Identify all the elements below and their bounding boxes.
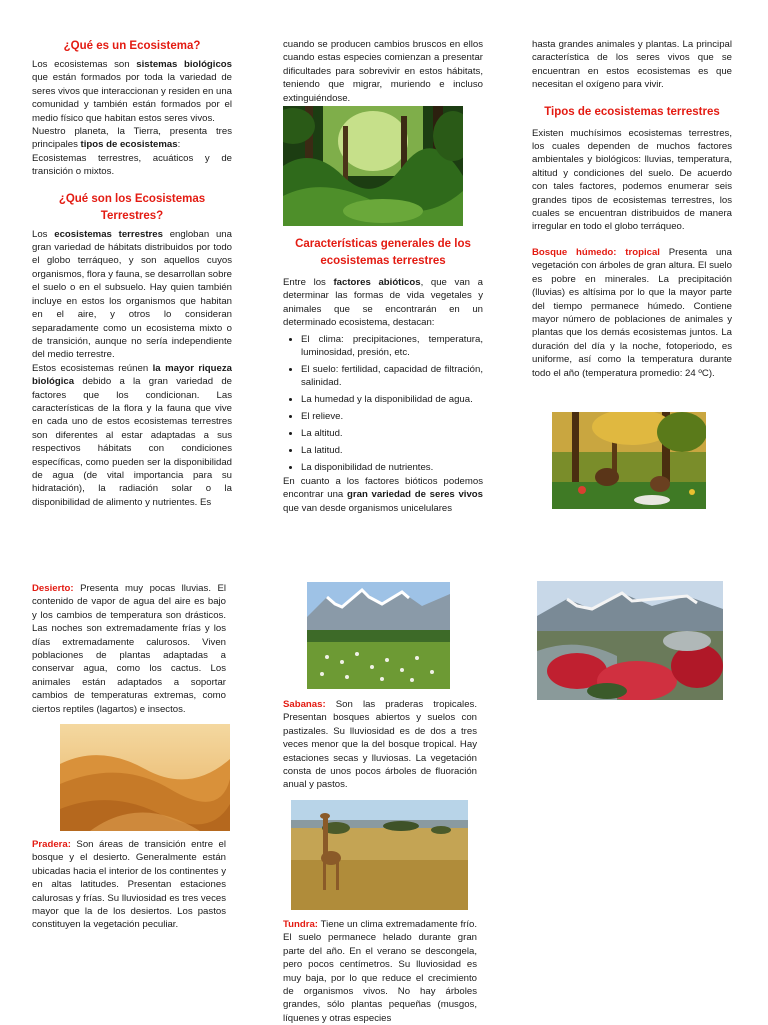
forest-animals-photo	[552, 412, 706, 509]
sabanas-label: Sabanas:	[283, 699, 326, 710]
jungle-photo	[283, 106, 463, 226]
heading-tipos-ecosistemas: Tipos de ecosistemas terrestres	[544, 105, 720, 118]
paragraph: Los ecosistemas terrestres engloban una gran variedad de hábitats distribuidos por todo el globo terráqueo, y son aquellos cuyos organismos, flora y fauna, se desarrollan sobre el suelo o en el subsuelo. Hay quien también incluye en estos los organismos que habitan en el aire, y otros lo consideran separadamente como un ecosistema mixto o de transición, aunque no sería independiente del medio terrestre.	[32, 228, 232, 361]
heading-ecosistemas-terrestres: ¿Qué son los Ecosistemas Terrestres?	[58, 192, 206, 222]
paragraph-tundra: Tundra: Tiene un clima extremadamente frío. El suelo permanece helado durante gran parte del año. En el verano se descongela, pero pocos centímetros. Su lluviosidad es muy baja, por lo que reduce el crecimiento de organismos vivos. No hay árboles grandes, sólo plantas pequeñas (musgos, líquenes y otras especies	[283, 919, 477, 1024]
pradera-label: Pradera:	[32, 839, 71, 850]
paragraph: Estos ecosistemas reúnen la mayor riqueza biológica debido a la gran variedad de factores que los condicionan. Las características de la flora y la fauna que vive en cada uno de estos ecosistemas terrestres son diferentes al estar adaptadas a sus respectivos hábitats con condiciones específicas, como pueden ser la disponibilidad de agua (de vital importancia para su hidratación), la radiación solar o la disponibilidad de alimento y nutrientes. Es	[32, 362, 232, 508]
factores-list	[283, 333, 483, 475]
column-3	[532, 38, 732, 380]
paragraph: Nuestro planeta, la Tierra, presenta tres principales tipos de ecosistemas:	[32, 126, 232, 151]
column-4	[32, 582, 226, 716]
list-item: • La altitud.	[301, 427, 483, 440]
tundra-photo	[537, 581, 723, 700]
list-item: • La latitud.	[301, 444, 483, 457]
list-item: • La disponibilidad de nutrientes.	[301, 461, 483, 474]
column-4-lower	[32, 838, 226, 932]
tundra-label: Tundra:	[283, 919, 318, 930]
paragraph-sabanas: Sabanas: Son las praderas tropicales. Presentan bosques abiertos y suelos con pastizales. Su lluviosidad es de dos a tres veces menor que la del bosque tropical. Hay estaciones secas y lluviosas. La vegetación consta de unos pocos árboles de fluoración anual y pastos.	[283, 699, 477, 791]
column-1	[32, 38, 232, 509]
desert-photo	[60, 724, 230, 831]
paragraph: Los ecosistemas son sistemas biológicos que están formados por toda la variedad de seres vivos que interaccionan y residen en una comunidad y también están formados por el medio físico que habitan estos seres vivos.	[32, 59, 232, 124]
column-2-lower	[283, 236, 483, 515]
heading-caracteristicas: Características generales de los ecosistemas terrestres	[295, 238, 471, 267]
list-item: • El suelo: fertilidad, capacidad de filtración, salinidad.	[301, 363, 483, 390]
paragraph: hasta grandes animales y plantas. La principal característica de los seres vivos que se encuentran en estos ecosistemas es que necesitan el oxígeno para vivir.	[532, 39, 732, 91]
paragraph-bosque: Bosque húmedo: tropical Presenta una vegetación con árboles de gran altura. El suelo es pobre en minerales. La precipitación (lluvias) es altísima por lo que la mayor parte del tiempo permanece húmedo. Contiene mayor número de poblaciones de animales y plantas que los demás ecosistemas juntos. La duración del día y la noche, fotoperiodo, es uniforme, así como la temperatura durante todo el año (temperatura promedio: 24 ºC).	[532, 246, 732, 379]
column-5	[283, 698, 477, 792]
paragraph: Ecosistemas terrestres, acuáticos y de transición o mixtos.	[32, 152, 232, 178]
desierto-label: Desierto:	[32, 583, 74, 594]
list-item: • El relieve.	[301, 410, 483, 423]
bosque-label: Bosque húmedo: tropical	[532, 246, 660, 258]
column-5-lower	[283, 918, 477, 1025]
paragraph: En cuanto a los factores bióticos podemos encontrar una gran variedad de seres vivos que van desde organismos unicelulares	[283, 475, 484, 514]
heading-que-es-ecosistema: ¿Qué es un Ecosistema?	[63, 40, 201, 52]
list-item: • La humedad y la disponibilidad de agua.	[301, 393, 483, 406]
paragraph: Entre los factores abióticos, que van a determinar las formas de vida vegetales y animales que se encontrarán en un determinado ecosistema, destacan:	[283, 277, 483, 329]
paragraph: cuando se producen cambios bruscos en ellos cuando estas especies comienzan a presentar dificultades para sobrevivir en estos hábitats, teniendo que migrar, muriendo e incluso extinguiéndose.	[283, 39, 483, 104]
paragraph-pradera: Pradera: Son áreas de transición entre el bosque y el desierto. Generalmente están ubicadas hacia el interior de los continentes y en altas latitudes. Presentan estaciones calurosas y frías. Su lluviosidad es tres veces mayor que la de los desiertos. Los pastos constituyen la vegetación peculiar.	[32, 839, 226, 931]
paragraph: Existen muchísimos ecosistemas terrestres, los cuales dependen de muchos factores ambientales y biológicos: lluvias, temperatura, altitud y condiciones del suelo. De acuerdo con tales factores, podemos enumerar seis grandes tipos de ecosistemas terrestres, los cuales se encuentran distribuidos de manera irregular en todo el globo terráqueo.	[532, 127, 732, 233]
column-2	[283, 38, 483, 105]
paragraph-desierto: Desierto: Presenta muy pocas lluvias. El contenido de vapor de agua del aire es bajo y los cambios de temperatura son drásticos. Las noches son extremadamente frías y los días extremadamente calurosos. Viven poblaciones de plantas adaptadas a conservar agua, como los cactus. Los animales están adaptados a soportar cambios de temperaturas extremas, como ciertos reptiles (lagartos) e insectos.	[32, 583, 226, 715]
meadow-sheep-photo	[307, 582, 450, 689]
savanna-giraffe-photo	[291, 800, 468, 910]
list-item: • El clima: precipitaciones, temperatura, luminosidad, presión, etc.	[301, 333, 483, 360]
